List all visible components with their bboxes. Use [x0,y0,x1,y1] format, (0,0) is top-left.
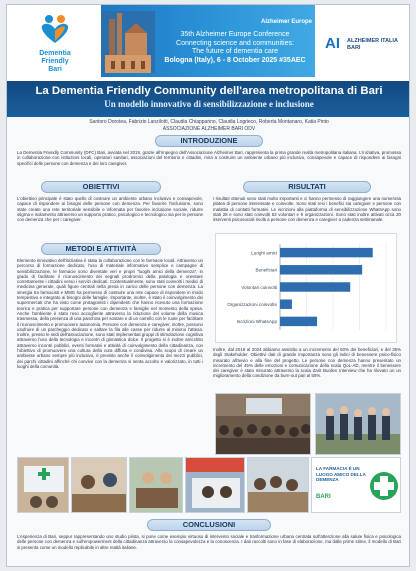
conference-theme-1: Connecting science and communities: [176,39,294,47]
risultati-text-top: I risultati ottenuti sono stati molto importanti e ci hanno permesso di raggiungere una numerosa platea di persone interessate e coinvolte. Sono stati resi i benefici sia caregiver e persone con malattia di contatti formativi. Le iscrizioni alla piattaforma di sensibilizzazione WhatsApp sono stati 28 e sono stati coinvolti 53 volontari e 9 organizzazioni. Sono stati inoltre attivati circa 20 interventi psicosociali rivolti a persone con demenza e caregiver a cadenza settimanale. [213,196,401,223]
risultati-text-bottom: Inoltre, dal 2019 al 2024 abbiamo assistito a un incremento del 50% dei beneficiari, e del 35% degli Stakeholder. Obiettivi dati di grande importanza sono gli indici di benessere psico-fisico misurato all'avvio e alla fine del progetto. Le persone con demenza hanno presentato un incremento del 45% delle emozioni e comunicazione della scala QoL-AD, mentre il benessere dei caregiver è stato misurato attraverso la scala Zarit Burden Interview che ha rilevato un un miglioramento della condizione da burn-out pari al 50%. [213,347,401,379]
pharmacy-brochure [311,457,401,513]
dementia-friendly-logo [15,11,95,75]
ai-mark: AI [325,35,340,52]
heart-people-icon [35,11,75,45]
chart-bar [280,282,350,291]
brochure-title: LA FARMACIA È UN LUOGO AMICO DELLA DEMENZA [316,466,366,483]
section-title-metodi: METODI E ATTIVITÀ [41,243,161,255]
introduzione-text: La Dementia Friendly Community (DFC) Bari, avviata nel 2019, grazie all'impegno dell'Associazione Alzheimer Bari, rappresenta la prima grande realtà metropolitana italiana. L'iniziativa, promossa in collaborazione con istituzioni locali, operatori sanitari, associazioni del territorio e cittadini, mira a costruire un ambiente urbano più inclusivo, consapevole e capace di rispondere ai bisogni specifici delle persone con demenza e dei loro caregiver. [17,150,401,166]
alzheimer-italia-logo [325,35,407,59]
chart-category-label: Organizzazioni coinvolte [227,302,277,307]
section-title-risultati: RISULTATI [243,181,371,193]
conference-info [155,31,315,65]
conference-theme-2: The future of dementia care [192,48,278,55]
chart-bar [280,265,362,274]
photo-conference-audience [215,393,311,455]
title-band [7,81,410,117]
conclusioni-text: L'esperienza di Bari, seppur rappresentando uno studio pilota, si pone come esempio virtuoso di intervento sociale e trasformazione urbana centrata sull'attenzione alla salute fisica e psicologica delle persone con demenza e sull'empowerment della cittadinanza attraverso la consapevolezza e la conoscenza. I dati raccolti sono in fase di elaborazione, ma dalle prime stime, il modello di Bari si presenta come un modello replicabile in altre realtà italiane. [17,534,401,550]
chart-category-label: Luoghi amici [251,250,277,256]
alzheimer-europe-logo: Alzheimer Europe [261,19,313,25]
authors-block [7,119,410,133]
header [7,5,410,81]
logo-line-2: Friendly [41,58,69,65]
logo-right-line-2: BARI [347,44,361,51]
logo-line-1: Dementia [39,50,71,57]
conference-banner [101,5,315,77]
logo-line-3: Bari [48,66,62,73]
photo-pharmacy [17,457,69,513]
section-title-conclusioni: CONCLUSIONI [147,519,271,531]
poster [6,4,410,567]
conference-date-place: Bologna (Italy), 6 - 8 October 2025 #35AEC [164,56,306,64]
section-title-introduzione: INTRODUZIONE [155,135,263,147]
photo-group-event [315,393,401,455]
chart-category-label: Volontari coinvolti [241,284,277,290]
authors: Santoro Dorotea, Fabrizio Lanzilotti, Claudia Chiapparino, Claudia Logrieco, Roberta Montanaro, Katia Pinto [89,119,329,125]
conference-name: 35th Alzheimer Europe Conference [180,31,290,38]
poster-title: La Dementia Friendly Community dell'area metropolitana di Bari [35,85,383,97]
photo-supermarket [185,457,245,513]
bologna-towers-illustration [101,11,155,73]
chart-category-label: Iscrizioni WhatsApp [236,319,277,325]
metodi-text: Elemento innovativo dell'iniziativa è stata la collaborazione con le farmacie locali. Attraverso un percorso di formazione dedicato, l'uso di materiale informativo semplice e campagne di sensibilizzazione, le farmacie sono diventate veri e propri "luoghi amici della demenza", in grado di facilitare il riconoscimento dei segnali prodromici della patologia e orientare correttamente i cittadini verso i servizi dedicati. Contestualmente, sono stati coinvolti i medici di medicina generale, quali figure centrali nella presa in carico delle persone con demenza. La sinergia tra farmacisti e MMG ha permesso di costruire una rete capace di rispondere in modo tempestivo e integrato ai bisogni delle famiglie. Importante, inoltre, è stato il coinvolgimento dei supermercati che ha visto come protagonisti i dipendenti che hanno ricevuto una formazione teorica e pratica per supportare persone con demenza e famiglie nel momento della spesa. Anche l'ambiente è stato reso accogliente attraverso la riduzione del volume della musica trasmessa, della presenza di una panchina per sostare e di un carrello con le ruote per facilitare il riconoscimento e promuovere autonomia. Persone con demenza e caregiver, inoltre, possono usufruire di un parcheggio dedicato e saltare la fila alle casse per ridurre al minimo l'attesa. Inoltre, presso le sedi dell'associazione, sono stati implementati gruppi di stimolazione cognitiva attraverso l'uso della tecnologia e incontri di ginnastica dolce. Il progetto si è inoltre arricchito attraverso incontri pubblici, eventi formativi e attività di coinvolgimento della cittadinanza, con l'obiettivo di promuovere una cultura della cura diffusa e condivisa. Allo scopo di creare un ambiente urbano sempre più inclusivo, è previsto anche il coinvolgimento dei mezzi pubblici, dei parchi cittadini affinché chi convive con la demenza si senta accolto e valorizzato, in tutti i luoghi della comunità. [17,258,203,369]
chart-svg [216,234,396,342]
logo-right-line-1: ALZHEIMER ITALIA [347,38,398,44]
photo-meeting [71,457,127,513]
affiliation: ASSOCIAZIONE ALZHEIMER BARI ODV [162,126,256,132]
obiettivi-text: L'obiettivo principale è stato quello di costruire un ambiente urbano inclusivo e consapevole, capace di rispondere ai bisogni delle persone con demenza. Per favorire l'inclusione, sono state create una rete territoriale sensibile e informata per favorire inclusione sociale, ridurre stigma e isolamento attraverso un supporto pratico, psicologico e tecnologico sia per le persone con demenza che per i caregiver. [17,196,203,223]
photo-community [247,457,309,513]
poster-subtitle: Un modello innovativo di sensibilizzazione e inclusione [104,99,314,109]
chart-bar [280,248,373,257]
chart-bar [280,317,317,326]
section-title-obiettivi: OBIETTIVI [41,181,161,193]
chart-bar [280,299,292,308]
results-bar-chart [215,233,397,343]
photo-activity [129,457,183,513]
brochure-subtitle: BARI [316,494,331,500]
chart-category-label: Beneficiari [255,267,277,273]
